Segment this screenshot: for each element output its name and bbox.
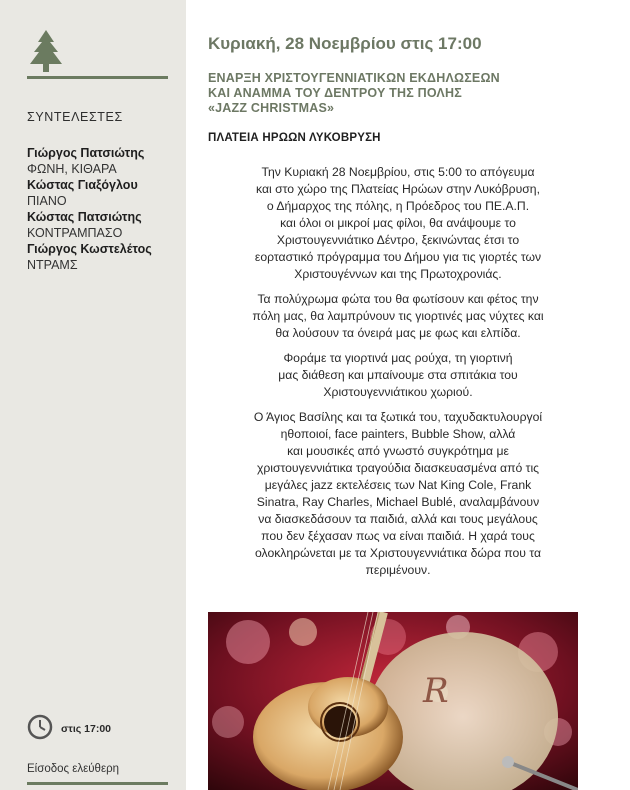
clock-icon (27, 714, 53, 740)
sidebar (0, 0, 186, 790)
text-line: θα λούσουν τα όνειρά μας με φως και ελπίδα. (275, 326, 521, 340)
text-line: Χριστουγεννιάτικο Δέντρο, ξεκινώντας έτσι το (276, 233, 520, 247)
sidebar-bottom-divider (27, 782, 168, 785)
paragraph (208, 409, 588, 579)
paragraph (208, 350, 588, 401)
credit-role: ΦΩΝΗ, ΚΙΘΑΡΑ (27, 162, 117, 176)
text-line: και μουσικές από γνωστό συγκρότημα με (287, 444, 509, 458)
event-date: Κυριακή, 28 Νοεμβρίου στις 17:00 (208, 34, 482, 53)
headline-line: ΚΑΙ ΑΝΑΜΜΑ ΤΟΥ ΔΕΝΤΡΟΥ ΤΗΣ ΠΟΛΗΣ (208, 86, 462, 100)
text-line: να διασκεδάσουν τα παιδιά, αλλά και τους μεγάλους (258, 512, 538, 526)
credits-list (27, 145, 177, 273)
guitar-illustration (208, 612, 578, 790)
headline-line: «JAZZ CHRISTMAS» (208, 101, 335, 115)
credit-entry (27, 145, 177, 177)
text-line: μεγάλες jazz εκτελέσεις των Nat King Cole, Frank (264, 478, 532, 492)
text-line: και στο χώρο της Πλατείας Ηρώων στην Λυκόβρυση, (256, 182, 540, 196)
text-line: πόλη μας, θα λαμπρύνουν τις γιορτινές μας νύχτες και (252, 309, 544, 323)
text-line: εορταστικό πρόγραμμα του Δήμου για τις γιορτές των (254, 250, 542, 264)
credit-name: Γιώργος Πατσιώτης (27, 146, 145, 160)
credit-entry (27, 209, 177, 241)
text-line: Χριστουγεννιάτικου χωριού. (323, 385, 473, 399)
text-line: ολοκληρώνεται με τα Χριστουγεννιάτικα δώρα που τα (254, 546, 542, 560)
sidebar-divider (27, 76, 168, 79)
credit-role: ΚΟΝΤΡΑΜΠΑΣΟ (27, 226, 123, 240)
headline-line: ΕΝΑΡΞΗ ΧΡΙΣΤΟΥΓΕΝΝΙΑΤΙΚΩΝ ΕΚΔΗΛΩΣΕΩΝ (208, 71, 500, 85)
text-line: Χριστουγέννων και της Πρωτοχρονιάς. (294, 267, 502, 281)
text-line: Τα πολύχρωμα φώτα του θα φωτίσουν και φέτος την (257, 292, 539, 306)
credit-role: ΝΤΡΑΜΣ (27, 258, 78, 272)
credit-name: Κώστας Γιαξόγλου (27, 178, 138, 192)
credits-heading: ΣΥΝΤΕΛΕΣΤΕΣ (27, 110, 123, 124)
credit-name: Κώστας Πατσιώτης (27, 210, 142, 224)
text-line: που δεν ξέχασαν πως να είναι παιδιά. Η χαρά τους (261, 529, 535, 543)
text-line: Την Κυριακή 28 Νοεμβρίου, στις 5:00 το απόγευμα (261, 165, 535, 179)
event-venue: ΠΛΑΤΕΙΑ ΗΡΩΩΝ ΛΥΚΟΒΡΥΣΗ (208, 132, 381, 144)
event-headline (208, 71, 588, 116)
svg-text:R: R (423, 671, 449, 711)
text-line: χριστουγεννιάτικα τραγούδια διασκευασμένα από τις (256, 461, 540, 475)
credit-name: Γιώργος Κωστελέτος (27, 242, 152, 256)
text-line: Ο Άγιος Βασίλης και τα ξωτικά του, ταχυδακτυλουργοί (253, 410, 543, 424)
entry-info: Είσοδος ελεύθερη (27, 763, 120, 775)
event-time: στις 17:00 (61, 723, 112, 735)
text-line: ο Δήμαρχος της πόλης, η Πρόεδρος του ΠΕ.Α.Π. (266, 199, 530, 213)
credit-entry (27, 177, 177, 209)
text-line: Φοράμε τα γιορτινά μας ρούχα, τη γιορτινή (283, 351, 513, 365)
paragraph (208, 164, 588, 283)
text-line: Sinatra, Ray Charles, Michael Bublé, αναλαμβάνουν (256, 495, 540, 509)
credit-entry (27, 241, 177, 273)
christmas-tree-icon (27, 30, 65, 74)
text-line: μας διάθεση και μπαίνουμε στα σπιτάκια του (278, 368, 518, 382)
text-line: ηθοποιοί, face painters, Bubble Show, αλλά (280, 427, 516, 441)
text-line: περιμένουν. (365, 563, 431, 577)
credit-role: ΠΙΑΝΟ (27, 194, 67, 208)
text-line: και όλοι οι μικροί μας φίλοι, θα ανάψουμε το (280, 216, 516, 230)
paragraph (208, 291, 588, 342)
guitar-photo (208, 612, 578, 790)
article-body (208, 164, 588, 587)
